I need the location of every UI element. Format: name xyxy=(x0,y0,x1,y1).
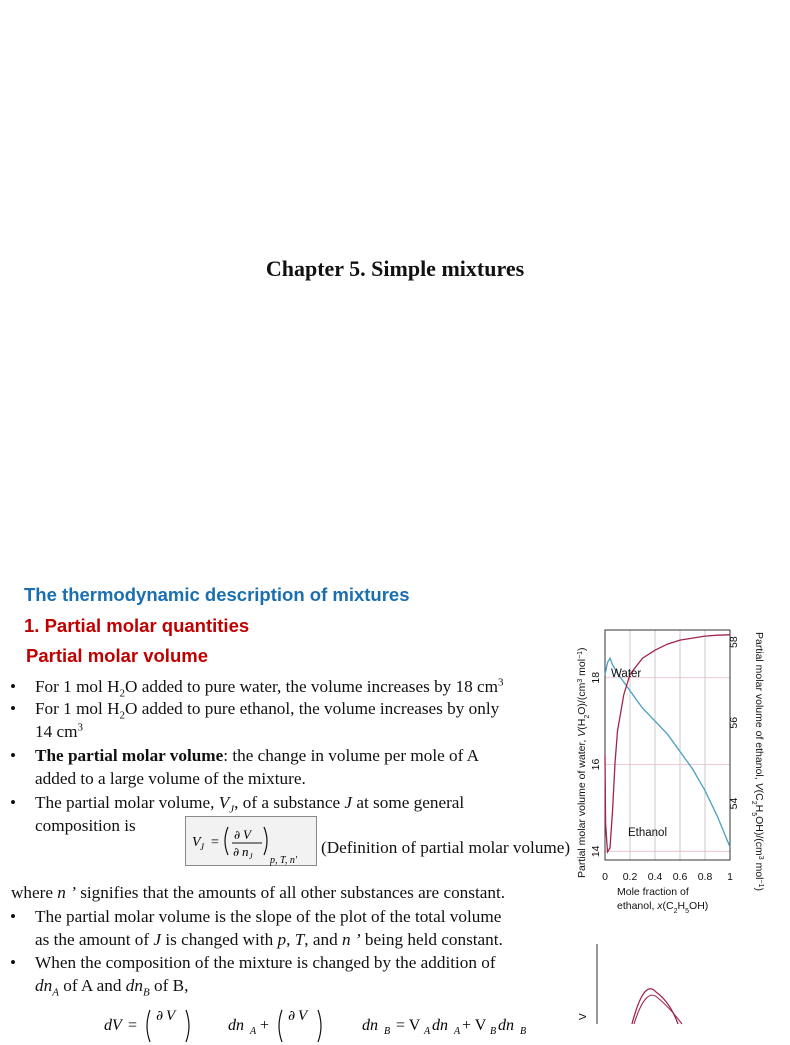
svg-text:+: + xyxy=(260,1017,270,1034)
svg-text:p, T, n′: p, T, n′ xyxy=(270,855,298,866)
y-left-axis-label: Partial molar volume of water, $V(H_2O)/(cm^3$ mol$^{-1}$) xyxy=(576,647,591,878)
series-label-ethanol: Ethanol xyxy=(628,827,668,839)
chapter-title: Chapter 5. Simple mixtures xyxy=(265,256,525,281)
svg-text:dn: dn xyxy=(362,1017,378,1034)
section-heading: The thermodynamic description of mixtures xyxy=(24,584,410,605)
svg-text:n: n xyxy=(242,844,249,859)
bullet-dot: • xyxy=(10,953,17,972)
y-right-tick-label: 56 xyxy=(728,716,740,729)
y-right-axis-label: Partial molar volume of ethanol, $V(C_2H_5OH)/(cm^3$ mol$^{-1}$) xyxy=(750,632,765,891)
x-tick-label: 0.4 xyxy=(647,871,663,883)
x-tick-label: 0 xyxy=(602,871,608,883)
svg-text:∂: ∂ xyxy=(288,1008,296,1024)
partial-molar-volume-equation xyxy=(186,817,316,865)
x-tick-label: 1 xyxy=(727,871,733,883)
svg-text:dn: dn xyxy=(498,1017,514,1034)
y-left-tick-label: 14 xyxy=(590,845,602,858)
bullet-dot: • xyxy=(10,907,17,926)
y-left-tick-label: 16 xyxy=(590,758,602,771)
second-figure-partial xyxy=(570,940,768,1024)
svg-text:dn: dn xyxy=(432,1017,448,1034)
svg-text:∂: ∂ xyxy=(234,828,241,842)
svg-text:A: A xyxy=(424,1026,431,1037)
svg-text:V: V xyxy=(192,835,201,850)
svg-text:=: = xyxy=(211,835,219,850)
svg-text:=: = xyxy=(128,1017,138,1034)
second-figure-curve-a xyxy=(632,989,678,1024)
topic-heading: Partial molar volume xyxy=(26,645,208,666)
definition-label: (Definition of partial molar volume) xyxy=(321,838,571,857)
svg-text:dn: dn xyxy=(228,1017,244,1034)
svg-text:B: B xyxy=(490,1026,497,1037)
svg-text:∂: ∂ xyxy=(233,845,240,859)
svg-text:V: V xyxy=(298,1008,308,1024)
svg-text:J: J xyxy=(249,852,253,861)
svg-text:+ V: + V xyxy=(462,1017,487,1034)
chart-grid xyxy=(605,630,730,860)
chart-plot-frame xyxy=(605,630,730,860)
second-figure-axis-label: V xyxy=(578,1013,589,1020)
svg-text:A: A xyxy=(454,1026,461,1037)
x-tick-label: 0.6 xyxy=(672,871,688,883)
svg-text:V: V xyxy=(166,1008,176,1024)
x-axis-label-line1: Mole fraction of xyxy=(617,886,689,898)
y-right-tick-label: 58 xyxy=(728,636,740,648)
svg-text:∂: ∂ xyxy=(156,1008,164,1024)
y-left-tick-label: 18 xyxy=(590,671,602,684)
partial-molar-volume-chart xyxy=(570,620,768,920)
equation-box xyxy=(185,816,317,866)
x-axis-label-line2: ethanol, $x(C_2H_5OH)$ xyxy=(617,900,709,915)
series-line-water xyxy=(605,658,730,847)
svg-text:V: V xyxy=(243,827,251,842)
x-tick-label: 0.2 xyxy=(622,871,638,883)
subsection-heading: 1. Partial molar quantities xyxy=(24,615,250,636)
bullet-dot: • xyxy=(10,699,17,718)
y-right-tick-label: 54 xyxy=(728,797,740,810)
bullet-dot: • xyxy=(10,793,17,812)
svg-text:B: B xyxy=(384,1026,391,1037)
where-line: where n ’ signifies that the amounts of all other substances are constant. xyxy=(11,883,506,902)
total-volume-equation xyxy=(100,1000,530,1037)
svg-text:J: J xyxy=(200,842,204,852)
series-label-water: Water xyxy=(611,668,642,680)
svg-text:= V: = V xyxy=(396,1017,421,1034)
bullet-dot: • xyxy=(10,746,17,765)
svg-text:B: B xyxy=(520,1026,527,1037)
svg-text:A: A xyxy=(250,1026,257,1037)
bullet-dot: • xyxy=(10,677,17,696)
second-figure-curve-b xyxy=(634,995,682,1024)
y-left-tick-labels xyxy=(590,672,602,857)
svg-text:dV: dV xyxy=(104,1017,122,1034)
x-tick-labels xyxy=(602,871,733,883)
x-tick-label: 0.8 xyxy=(697,871,713,883)
